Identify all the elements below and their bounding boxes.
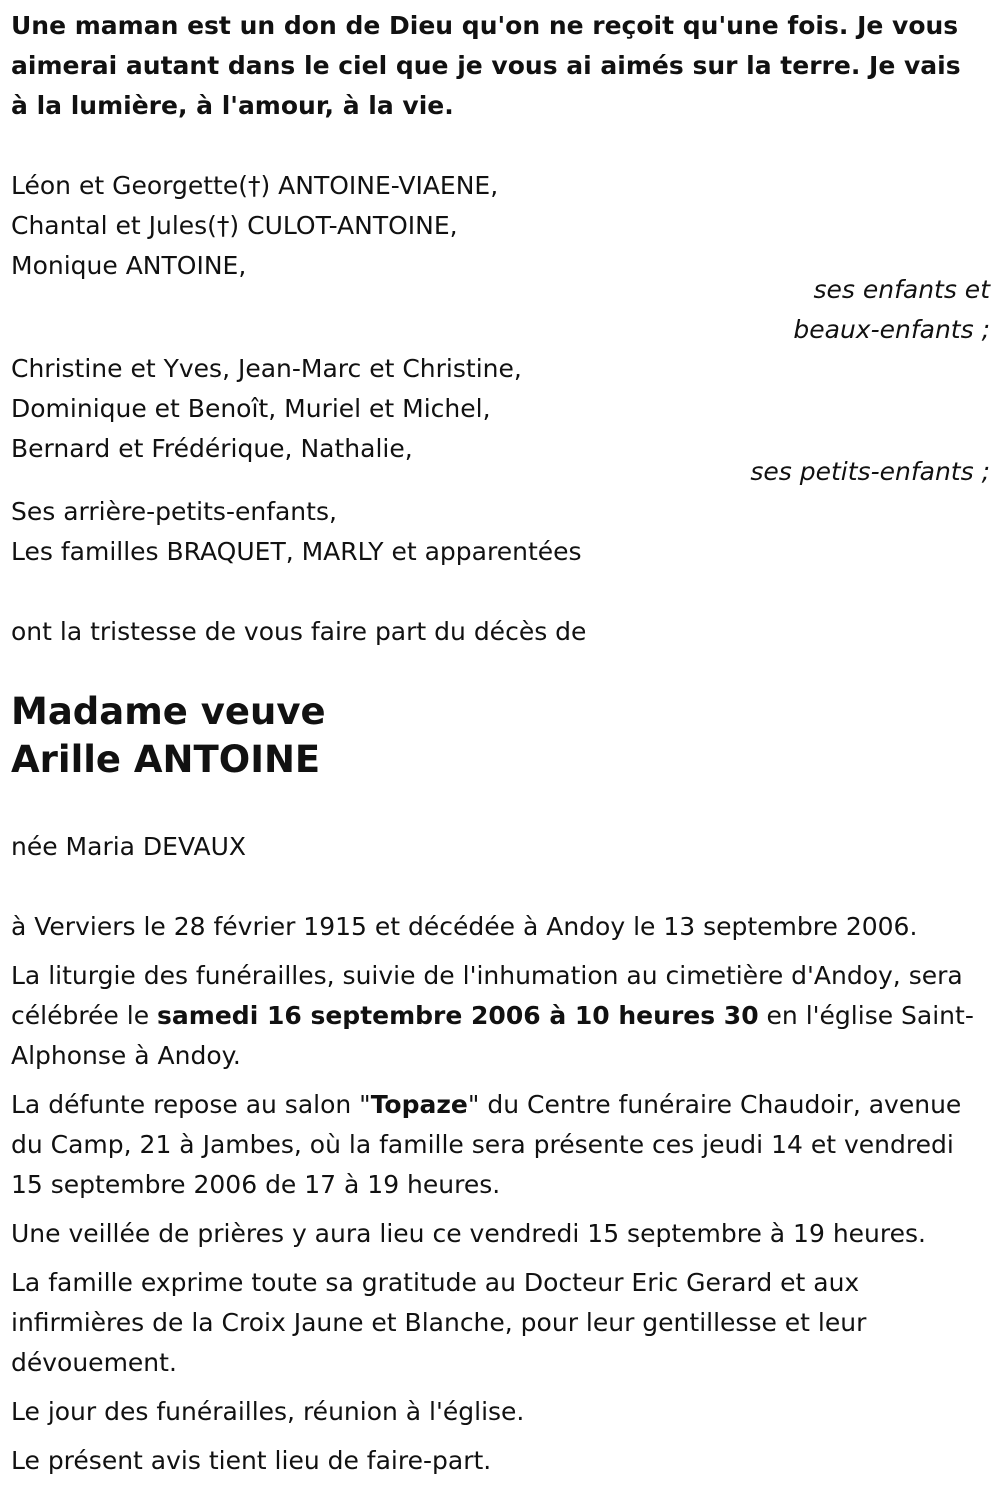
birth-name: née Maria DEVAUX: [11, 832, 247, 861]
grandchildren-line: Christine et Yves, Jean-Marc et Christine,: [11, 354, 522, 383]
notice-paragraph: Le présent avis tient lieu de faire-part.: [11, 1446, 492, 1475]
deceased-name-line2: Arille ANTOINE: [11, 738, 321, 781]
liturgy-date-time: samedi 16 septembre 2006 à 10 heures 30: [157, 1001, 759, 1030]
vigil-paragraph: Une veillée de prières y aura lieu ce vendredi 15 septembre à 19 heures.: [11, 1219, 926, 1248]
grandchildren-role: ses petits-enfants ;: [750, 457, 990, 486]
announcement: ont la tristesse de vous faire part du décès de: [11, 617, 587, 646]
families-line: Les familles BRAQUET, MARLY et apparentées: [11, 537, 582, 566]
children-line: Monique ANTOINE,: [11, 251, 247, 280]
other-relatives: [11, 492, 986, 572]
rest-paragraph: [11, 1085, 986, 1205]
children-line: Chantal et Jules(†) CULOT-ANTOINE,: [11, 211, 458, 240]
deceased-name: [11, 688, 986, 784]
great-grandchildren-line: Ses arrière-petits-enfants,: [11, 497, 337, 526]
rest-text-before: La défunte repose au salon ": [11, 1090, 371, 1119]
liturgy-text-after: en l'église Saint-Alphonse à Andoy.: [11, 1001, 974, 1070]
children-list: [11, 166, 986, 286]
children-role-line2: beaux-enfants ;: [793, 315, 990, 344]
children-line: Léon et Georgette(†) ANTOINE-VIAENE,: [11, 171, 499, 200]
children-role: [793, 270, 990, 350]
deceased-name-line1: Madame veuve: [11, 690, 326, 733]
grandchildren-line: Bernard et Frédérique, Nathalie,: [11, 434, 413, 463]
liturgy-paragraph: [11, 956, 986, 1076]
details: [11, 907, 986, 1481]
dates-paragraph: à Verviers le 28 février 1915 et décédée à Andoy le 13 septembre 2006.: [11, 912, 918, 941]
rest-text-after: " du Centre funéraire Chaudoir, avenue du Camp, 21 à Jambes, où la famille sera présente ces jeudi 14 et vendredi 15 septembre 2006 de 17 à 19 heures.: [11, 1090, 962, 1199]
grandchildren-line: Dominique et Benoît, Muriel et Michel,: [11, 394, 491, 423]
liturgy-text-before: La liturgie des funérailles, suivie de l'inhumation au cimetière d'Andoy, sera célébrée le: [11, 961, 963, 1030]
children-role-line1: ses enfants et: [813, 275, 990, 304]
meeting-paragraph: Le jour des funérailles, réunion à l'église.: [11, 1397, 525, 1426]
salon-name: Topaze: [370, 1090, 468, 1119]
thanks-paragraph: La famille exprime toute sa gratitude au Docteur Eric Gerard et aux infirmières de la Croix Jaune et Blanche, pour leur gentillesse et leur dévouement.: [11, 1268, 867, 1377]
grandchildren-list: [11, 349, 986, 469]
opening-quote: Une maman est un don de Dieu qu'on ne reçoit qu'une fois. Je vous aimerai autant dans le ciel que je vous ai aimés sur la terre. Je vais à la lumière, à l'amour, à la vie.: [11, 11, 961, 120]
